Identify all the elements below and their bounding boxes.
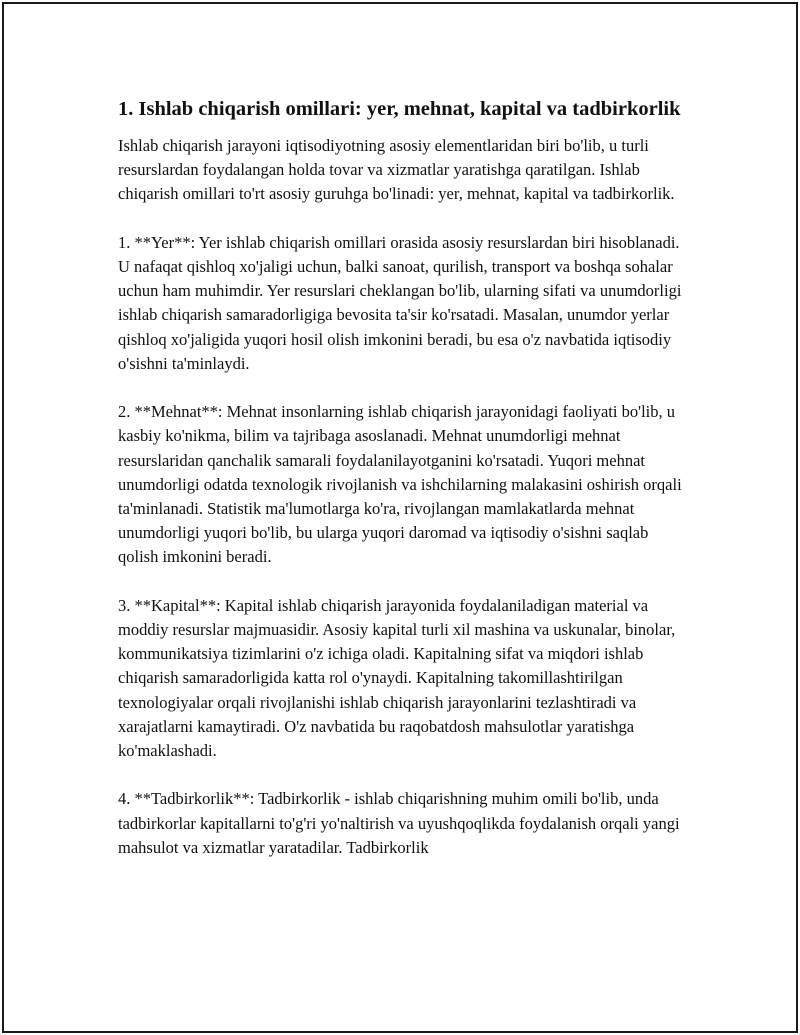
paragraph-tadbirkorlik: 4. **Tadbirkorlik**: Tadbirkorlik - ishlab chiqarishning muhim omili bo'lib, unda tadbirkorlar kapitallarni to'g'ri yo'naltirish va uyushqoqlikda foydalanish orqali yangi mahsulot va xizmatlar yaratadilar. Tadbirkorlik: [118, 789, 680, 857]
document-body: [118, 95, 688, 884]
paragraph-kapital: 3. **Kapital**: Kapital ishlab chiqarish jarayonida foydalaniladigan material va moddiy resurslar majmuasidir. Asosiy kapital turli xil mashina va uskunalar, binolar, kommunikatsiya tizimlarini o'z ichiga oladi. Kapitalning sifat va miqdori ishlab chiqarish samaradorligida katta rol o'ynaydi. Kapitalning takomillashtirilgan texnologiyalar orqali rivojlanishi ishlab chiqarish jarayonlarini tezlashtiradi va xarajatlarni kamaytiradi. O'z navbatida bu raqobatdosh mahsulotlar yaratishga ko'maklashadi.: [118, 595, 676, 761]
section-heading: 1. Ishlab chiqarish omillari: yer, mehnat, kapital va tadbirkorlik: [118, 98, 681, 120]
intro-paragraph: Ishlab chiqarish jarayoni iqtisodiyotning asosiy elementlaridan biri bo'lib, u turli resurslardan foydalangan holda tovar va xizmatlar yaratishga qaratilgan. Ishlab chiqarish omillari to'rt asosiy guruhga bo'linadi: yer, mehnat, kapital va tadbirkorlik.: [118, 136, 675, 204]
paragraph-mehnat: 2. **Mehnat**: Mehnat insonlarning ishlab chiqarish jarayonidagi faoliyati bo'lib, u kasbiy ko'nikma, bilim va tajribaga asoslanadi. Mehnat unumdorligi mehnat resurslaridan qanchalik samarali foydalanilayotganini ko'rsatadi. Yuqori mehnat unumdorligi odatda texnologik rivojlanish va ishchilarning malakasini oshirish orqali ta'minlanadi. Statistik ma'lumotlarga ko'ra, rivojlangan mamlakatlarda mehnat unumdorligi yuqori bo'lib, bu ularga yuqori daromad va iqtisodiy o'sishni saqlab qolish imkonini beradi.: [118, 402, 682, 567]
paragraph-yer: 1. **Yer**: Yer ishlab chiqarish omillari orasida asosiy resurslardan biri hisoblanadi. U nafaqat qishloq xo'jaligi uchun, balki sanoat, qurilish, transport va boshqa sohalar uchun ham muhimdir. Yer resurslari cheklangan bo'lib, ularning sifati va unumdorligi ishlab chiqarish samaradorligiga bevosita ta'sir ko'rsatadi. Masalan, unumdor yerlar qishloq xo'jaligida yuqori hosil olish imkonini beradi, bu esa o'z navbatida iqtisodiy o'sishni ta'minlaydi.: [118, 232, 682, 373]
